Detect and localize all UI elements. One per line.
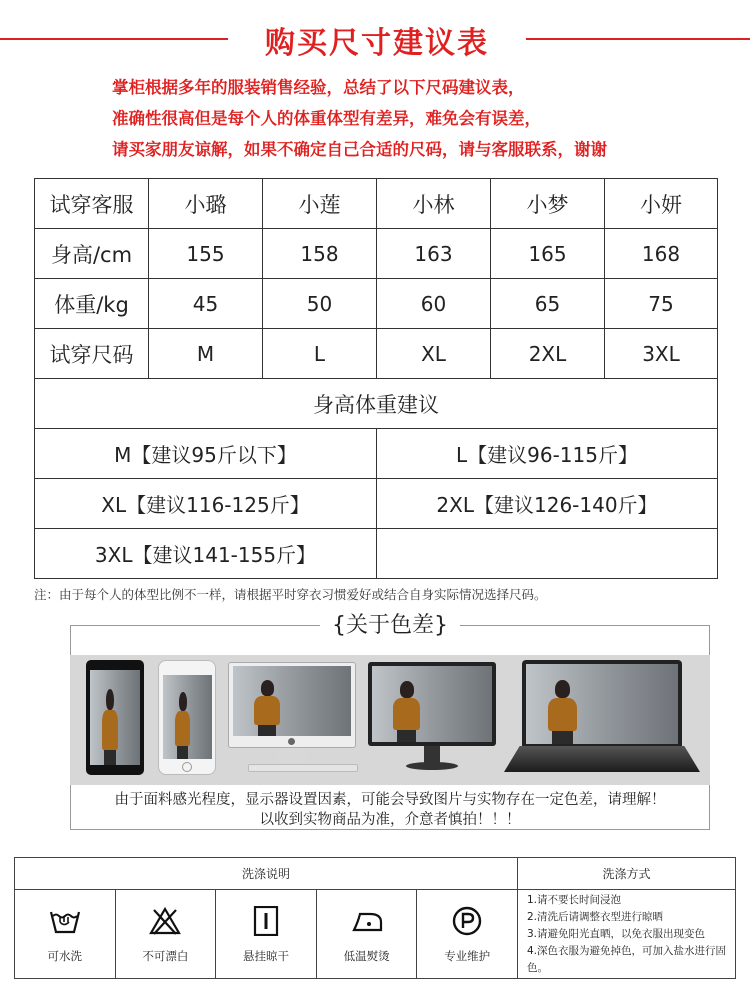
product-photo <box>163 675 212 759</box>
table-cell: 45 <box>149 279 263 329</box>
intro-line: 掌柜根据多年的服装销售经验，总结了以下尺码建议表， <box>112 78 525 97</box>
color-diff-title: {关于色差} <box>332 613 448 638</box>
table-row <box>35 529 718 579</box>
table-cell: 2XL <box>491 329 605 379</box>
wash-item <box>417 890 518 978</box>
advice-title: 身高体重建议 <box>35 379 718 429</box>
advice-cell: L【建议96-115斤】 <box>377 429 718 479</box>
table-cell: 60 <box>377 279 491 329</box>
home-button-icon <box>182 762 192 772</box>
table-row <box>35 279 718 329</box>
wash-item <box>116 890 217 978</box>
table-cell: 3XL <box>605 329 718 379</box>
intro-line: 准确性很高但是每个人的体重体型有差异，难免会有误差， <box>112 109 541 128</box>
laptop-keyboard <box>504 746 700 772</box>
table-cell: 75 <box>605 279 718 329</box>
table-cell: 165 <box>491 229 605 279</box>
wash-item-label: 不可漂白 <box>142 949 189 963</box>
advice-cell: 3XL【建议141-155斤】 <box>35 529 377 579</box>
table-cell: 168 <box>605 229 718 279</box>
intro-text <box>112 72 732 165</box>
dry-clean-icon <box>450 906 484 936</box>
wash-item-label: 低温熨烫 <box>343 949 390 963</box>
wash-item <box>317 890 418 978</box>
table-cell: 50 <box>263 279 377 329</box>
advice-cell: XL【建议116-125斤】 <box>35 479 377 529</box>
laptop-device <box>504 660 700 776</box>
table-cell: 小璐 <box>149 179 263 229</box>
monitor-device <box>368 662 496 774</box>
table-cell: 小梦 <box>491 179 605 229</box>
table-cell: 试穿客服 <box>35 179 149 229</box>
table-row <box>35 479 718 529</box>
wash-tip: 2.清洗后请调整衣型进行晾晒 <box>527 911 664 923</box>
wash-header-right: 洗涤方式 <box>518 858 735 890</box>
table-row <box>35 179 718 229</box>
tablet-device <box>86 660 144 775</box>
product-photo <box>526 664 678 744</box>
wash-tip: 4.深色衣服为避免掉色，可加入盐水进行固色。 <box>527 945 727 974</box>
advice-cell <box>377 529 718 579</box>
intro-line: 请买家朋友谅解，如果不确定自己合适的尺码，请与客服联系，谢谢 <box>112 140 607 159</box>
title-divider-right <box>526 38 750 40</box>
color-diff-line: 以收到实物商品为准，介意者慎拍！！！ <box>259 812 521 828</box>
wash-tip: 1.请不要长时间浸泡 <box>527 894 622 906</box>
keyboard <box>248 764 358 772</box>
low-iron-icon <box>350 906 384 936</box>
table-cell: 小妍 <box>605 179 718 229</box>
wash-item <box>216 890 317 978</box>
table-cell: M <box>149 329 263 379</box>
wash-tips <box>527 892 735 977</box>
table-cell: 体重/kg <box>35 279 149 329</box>
hang-dry-icon <box>249 906 283 936</box>
table-cell: 163 <box>377 229 491 279</box>
table-row <box>35 229 718 279</box>
title-row <box>0 18 750 62</box>
table-row <box>35 379 718 429</box>
wash-item-label: 可水洗 <box>47 949 83 963</box>
imac-device <box>228 662 356 774</box>
table-cell: 155 <box>149 229 263 279</box>
table-cell: 158 <box>263 229 377 279</box>
wash-header-left: 洗涤说明 <box>15 858 518 890</box>
color-diff-text <box>70 790 710 830</box>
wash-item-label: 专业维护 <box>444 949 491 963</box>
hand-wash-icon <box>48 906 82 936</box>
product-photo <box>233 666 351 736</box>
table-cell: 小莲 <box>263 179 377 229</box>
apple-logo-icon <box>288 738 295 745</box>
table-row <box>35 329 718 379</box>
product-photo <box>90 670 140 765</box>
page-title: 购买尺寸建议表 <box>265 26 489 61</box>
product-photo <box>372 666 492 742</box>
table-cell: 小林 <box>377 179 491 229</box>
table-row <box>35 429 718 479</box>
title-divider-left <box>0 38 228 40</box>
advice-cell: 2XL【建议126-140斤】 <box>377 479 718 529</box>
table-cell: XL <box>377 329 491 379</box>
table-cell: 65 <box>491 279 605 329</box>
washing-table <box>14 857 736 979</box>
table-cell: 试穿尺码 <box>35 329 149 379</box>
advice-cell: M【建议95斤以下】 <box>35 429 377 479</box>
phone-device <box>158 660 216 775</box>
table-cell: 身高/cm <box>35 229 149 279</box>
no-bleach-icon <box>148 906 182 936</box>
size-table <box>34 178 718 579</box>
wash-item-label: 悬挂晾干 <box>242 949 289 963</box>
color-diff-line: 由于面料感光程度，显示器设置因素，可能会导致图片与实物存在一定色差，请理解！ <box>114 792 666 808</box>
table-cell: L <box>263 329 377 379</box>
wash-item <box>15 890 116 978</box>
wash-tip: 3.请避免阳光直晒，以免衣服出现变色 <box>527 928 706 940</box>
size-note: 注：由于每个人的体型比例不一样，请根据平时穿衣习惯爱好或结合自身实际情况选择尺码。 <box>34 587 547 602</box>
